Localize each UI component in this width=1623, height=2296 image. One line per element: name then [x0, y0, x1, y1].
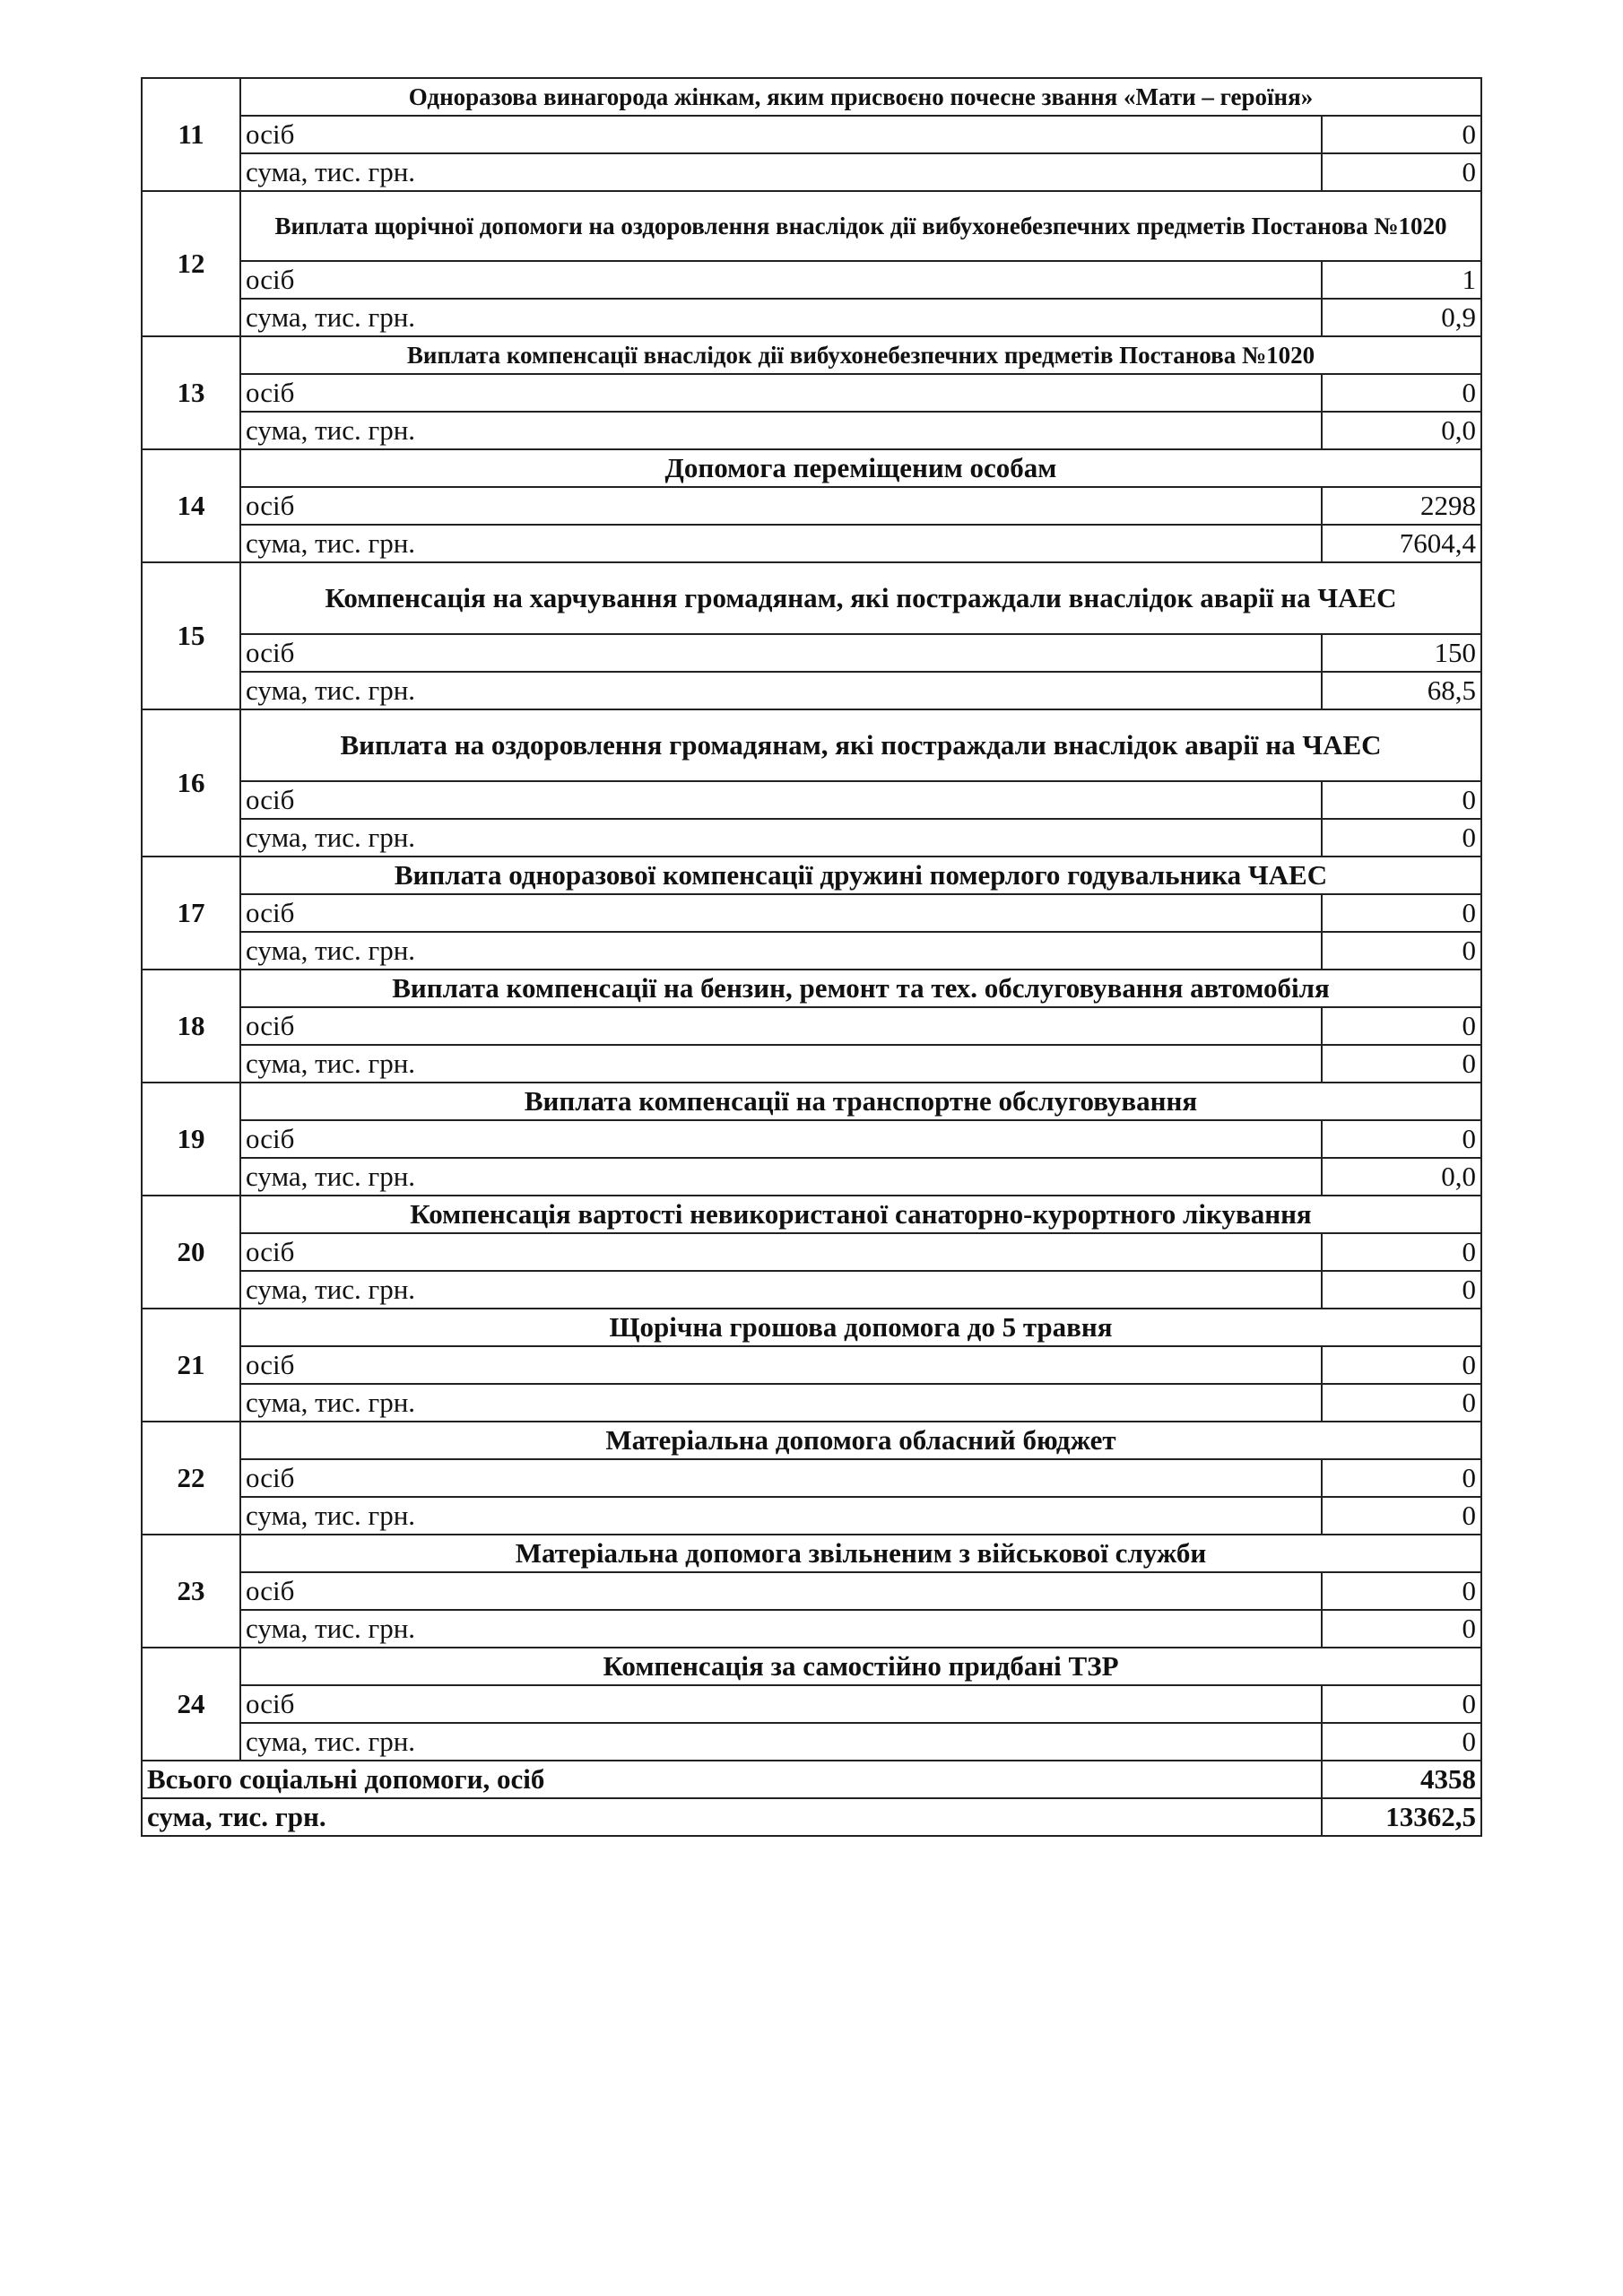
- persons-label: осіб: [240, 1233, 1322, 1271]
- persons-label: осіб: [240, 1346, 1322, 1384]
- section-number: 22: [142, 1422, 240, 1535]
- section-19-persons-row: [142, 1120, 1481, 1158]
- persons-value: 0: [1322, 894, 1481, 932]
- section-12-title-row: [142, 191, 1481, 261]
- section-11-sum-row: [142, 153, 1481, 191]
- section-23-sum-row: [142, 1610, 1481, 1648]
- persons-value: 0: [1322, 116, 1481, 153]
- section-16-sum-row: [142, 819, 1481, 857]
- totals-sum-value: 13362,5: [1322, 1798, 1481, 1836]
- sum-label: сума, тис. грн.: [240, 153, 1322, 191]
- sum-value: 0: [1322, 1497, 1481, 1535]
- section-19-sum-row: [142, 1158, 1481, 1196]
- section-13-persons-row: [142, 374, 1481, 412]
- section-12-sum-row: [142, 299, 1481, 336]
- persons-label: осіб: [240, 634, 1322, 672]
- sum-label: сума, тис. грн.: [240, 1045, 1322, 1083]
- sum-value: 0,0: [1322, 1158, 1481, 1196]
- sum-label: сума, тис. грн.: [240, 672, 1322, 709]
- section-20-sum-row: [142, 1271, 1481, 1309]
- persons-value: 2298: [1322, 487, 1481, 525]
- section-title: Допомога переміщеним особам: [240, 449, 1481, 487]
- section-number: 19: [142, 1083, 240, 1196]
- section-number: 16: [142, 709, 240, 857]
- sum-label: сума, тис. грн.: [240, 1384, 1322, 1422]
- section-13-title-row: [142, 336, 1481, 374]
- section-24-sum-row: [142, 1723, 1481, 1761]
- section-number: 17: [142, 857, 240, 970]
- sum-value: 0,0: [1322, 412, 1481, 449]
- section-number: 21: [142, 1309, 240, 1422]
- section-18-sum-row: [142, 1045, 1481, 1083]
- persons-label: осіб: [240, 1459, 1322, 1497]
- section-title: Матеріальна допомога обласний бюджет: [240, 1422, 1481, 1459]
- sum-label: сума, тис. грн.: [240, 525, 1322, 562]
- totals-persons-row: [142, 1761, 1481, 1798]
- sum-label: сума, тис. грн.: [240, 932, 1322, 970]
- sum-label: сума, тис. грн.: [240, 1723, 1322, 1761]
- section-title: Виплата на оздоровлення громадянам, які постраждали внаслідок аварії на ЧАЕС: [240, 709, 1481, 781]
- persons-value: 0: [1322, 374, 1481, 412]
- persons-label: осіб: [240, 1685, 1322, 1723]
- section-title: Виплата компенсації на бензин, ремонт та тех. обслуговування автомобіля: [240, 970, 1481, 1007]
- persons-label: осіб: [240, 487, 1322, 525]
- sum-value: 0: [1322, 1271, 1481, 1309]
- section-number: 11: [142, 78, 240, 191]
- section-17-title-row: [142, 857, 1481, 894]
- persons-label: осіб: [240, 781, 1322, 819]
- section-14-sum-row: [142, 525, 1481, 562]
- section-19-title-row: [142, 1083, 1481, 1120]
- persons-value: 0: [1322, 781, 1481, 819]
- persons-label: осіб: [240, 1572, 1322, 1610]
- section-title: Виплата одноразової компенсації дружині померлого годувальника ЧАЕС: [240, 857, 1481, 894]
- section-23-title-row: [142, 1535, 1481, 1572]
- totals-sum-row: [142, 1798, 1481, 1836]
- section-17-sum-row: [142, 932, 1481, 970]
- section-14-persons-row: [142, 487, 1481, 525]
- sum-value: 0: [1322, 819, 1481, 857]
- section-11-persons-row: [142, 116, 1481, 153]
- sum-value: 0: [1322, 1610, 1481, 1648]
- persons-label: осіб: [240, 1120, 1322, 1158]
- section-17-persons-row: [142, 894, 1481, 932]
- section-title: Виплата компенсації внаслідок дії вибухонебезпечних предметів Постанова №1020: [240, 336, 1481, 374]
- persons-value: 0: [1322, 1459, 1481, 1497]
- section-20-title-row: [142, 1196, 1481, 1233]
- section-22-title-row: [142, 1422, 1481, 1459]
- persons-value: 1: [1322, 261, 1481, 299]
- section-15-title-row: [142, 562, 1481, 634]
- section-13-sum-row: [142, 412, 1481, 449]
- section-21-persons-row: [142, 1346, 1481, 1384]
- social-aid-table: [141, 77, 1482, 1837]
- section-title: Одноразова винагорода жінкам, яким присвоєно почесне звання «Мати – героїня»: [240, 78, 1481, 116]
- sum-value: 0: [1322, 1723, 1481, 1761]
- persons-label: осіб: [240, 374, 1322, 412]
- section-12-persons-row: [142, 261, 1481, 299]
- sum-label: сума, тис. грн.: [240, 299, 1322, 336]
- section-15-sum-row: [142, 672, 1481, 709]
- section-number: 13: [142, 336, 240, 449]
- sum-label: сума, тис. грн.: [240, 819, 1322, 857]
- totals-persons-label: Всього соціальні допомоги, осіб: [142, 1761, 1322, 1798]
- persons-value: 0: [1322, 1685, 1481, 1723]
- section-24-persons-row: [142, 1685, 1481, 1723]
- persons-label: осіб: [240, 116, 1322, 153]
- persons-value: 0: [1322, 1233, 1481, 1271]
- section-title: Компенсація вартості невикористаної санаторно-курортного лікування: [240, 1196, 1481, 1233]
- section-18-persons-row: [142, 1007, 1481, 1045]
- section-16-title-row: [142, 709, 1481, 781]
- persons-value: 0: [1322, 1346, 1481, 1384]
- sum-label: сума, тис. грн.: [240, 1158, 1322, 1196]
- section-title: Матеріальна допомога звільненим з військової служби: [240, 1535, 1481, 1572]
- section-20-persons-row: [142, 1233, 1481, 1271]
- section-number: 15: [142, 562, 240, 709]
- section-22-persons-row: [142, 1459, 1481, 1497]
- sum-value: 68,5: [1322, 672, 1481, 709]
- totals-persons-value: 4358: [1322, 1761, 1481, 1798]
- persons-value: 0: [1322, 1120, 1481, 1158]
- section-11-title-row: [142, 78, 1481, 116]
- section-21-sum-row: [142, 1384, 1481, 1422]
- sum-value: 0: [1322, 1045, 1481, 1083]
- sum-value: 0,9: [1322, 299, 1481, 336]
- section-23-persons-row: [142, 1572, 1481, 1610]
- persons-label: осіб: [240, 894, 1322, 932]
- persons-value: 0: [1322, 1007, 1481, 1045]
- sum-value: 0: [1322, 1384, 1481, 1422]
- persons-value: 150: [1322, 634, 1481, 672]
- section-22-sum-row: [142, 1497, 1481, 1535]
- section-18-title-row: [142, 970, 1481, 1007]
- section-number: 12: [142, 191, 240, 336]
- section-number: 20: [142, 1196, 240, 1309]
- section-title: Компенсація за самостійно придбані ТЗР: [240, 1648, 1481, 1685]
- section-title: Виплата щорічної допомоги на оздоровлення внаслідок дії вибухонебезпечних предметів Постанова №1020: [240, 191, 1481, 261]
- section-number: 18: [142, 970, 240, 1083]
- totals-sum-label: сума, тис. грн.: [142, 1798, 1322, 1836]
- section-title: Щорічна грошова допомога до 5 травня: [240, 1309, 1481, 1346]
- section-14-title-row: [142, 449, 1481, 487]
- sum-label: сума, тис. грн.: [240, 1497, 1322, 1535]
- sum-label: сума, тис. грн.: [240, 1610, 1322, 1648]
- sum-label: сума, тис. грн.: [240, 1271, 1322, 1309]
- section-title: Виплата компенсації на транспортне обслуговування: [240, 1083, 1481, 1120]
- section-number: 14: [142, 449, 240, 562]
- sum-value: 7604,4: [1322, 525, 1481, 562]
- sum-label: сума, тис. грн.: [240, 412, 1322, 449]
- section-title: Компенсація на харчування громадянам, які постраждали внаслідок аварії на ЧАЕС: [240, 562, 1481, 634]
- section-16-persons-row: [142, 781, 1481, 819]
- persons-label: осіб: [240, 261, 1322, 299]
- sum-value: 0: [1322, 153, 1481, 191]
- section-21-title-row: [142, 1309, 1481, 1346]
- section-15-persons-row: [142, 634, 1481, 672]
- section-24-title-row: [142, 1648, 1481, 1685]
- persons-label: осіб: [240, 1007, 1322, 1045]
- sum-value: 0: [1322, 932, 1481, 970]
- persons-value: 0: [1322, 1572, 1481, 1610]
- section-number: 24: [142, 1648, 240, 1761]
- section-number: 23: [142, 1535, 240, 1648]
